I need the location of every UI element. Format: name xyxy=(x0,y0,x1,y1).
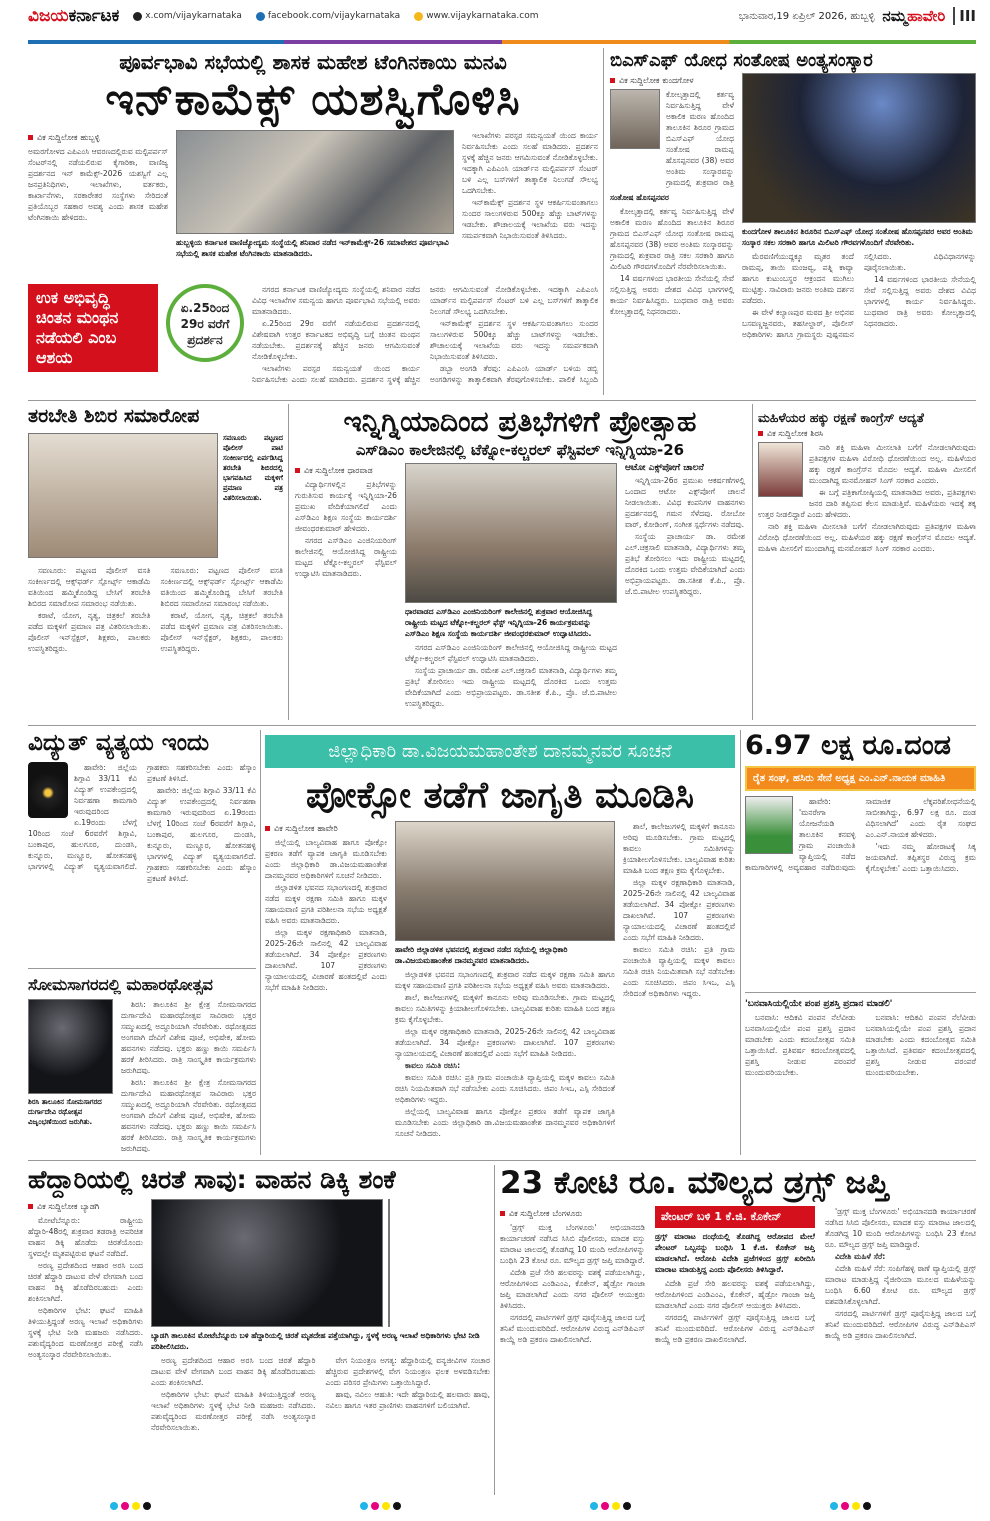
registration-marks xyxy=(110,1502,151,1510)
bsf-body: ಕೋಲ್ಕತ್ತಾದಲ್ಲಿ ಕರ್ತವ್ಯ ನಿರ್ವಹಿಸುತ್ತಿದ್ದ ವೇಳೆ ಅಕಾಲಿಕ ಮರಣ ಹೊಂದಿದ ತಾಲೂಕಿನ ಶಿರೂರ ಗ್ರಾಮದ ಬಿಎಸ್‌ಎಫ್ ಯೋಧ ಸಂತೋಷ ರಾಮಪ್ಪ ಹೊಸಪ್ಪನವರ (38) ಅವರ ಅಂತಿಮ ಸಂಸ್ಕಾರವನ್ನು ಗ್ರಾಮದಲ್ಲಿ ಶುಕ್ರವಾರ ರಾತ್ರಿ ಸಕಲ ಸರಕಾರಿ ಹಾಗೂ ಮಿಲಿಟರಿ ಗೌರವಗಳೊಂದಿಗೆ ನೆರವೇರಿಸಲಾಯಿತು. 14 ವರ್ಷಗಳಿಂದ ಭಾರತೀಯ ಸೇನೆಯಲ್ಲಿ ಸೇವೆ ಸಲ್ಲಿಸುತ್ತಿದ್ದ ಅವರು ದೇಶದ ವಿವಿಧ ಭಾಗಗಳಲ್ಲಿ ಕಾರ್ಯ ನಿರ್ವಹಿಸಿದ್ದರು. ಬುಧವಾರ ರಾತ್ರಿ ಅವರು ಕೋಲ್ಕತ್ತಾದಲ್ಲಿ ನಿಧನರಾದರು. xyxy=(610,206,734,316)
lead-kicker: ಪೂರ್ವಭಾವಿ ಸಭೆಯಲ್ಲಿ ಶಾಸಕ ಮಹೇಶ ಟೆಂಗಿನಕಾಯಿ ಮನವಿ xyxy=(119,50,507,74)
bsf-body-2: ಮೆರವಣಿಗೆಯುದ್ದಕ್ಕೂ ಮೃತರ ತಂದೆ ರಾಮಪ್ಪ, ತಾಯಿ ಮಂಜವ್ವ, ಪತ್ನಿ ಕಾವ್ಯಾ ಹಾಗೂ ಕುಟುಂಬಸ್ಥರ ಆಕ್ರಂದನ ಮುಗಿಲು ಮುಟ್ಟಿತ್ತು. ಸಾವಿರಾರು ಜನರು ಅಂತಿಮ ದರ್ಶನ ಪಡೆದರು. ಈ ವೇಳೆ ಕಲ್ಯಾಣಪುರ ಮಠದ ಶ್ರೀ ಅಭಿನವ ಬಸವಣ್ಣಜ್ಜನವರು, ತಹಸೀಲ್ದಾರ್, ಪೊಲೀಸ್ ಅಧಿಕಾರಿಗಳು ಹಾಗೂ ಗ್ರಾಮಸ್ಥರು ಪುಷ್ಪನಮನ ಸಲ್ಲಿಸಿದರು. ವಿಧಿವಿಧಾನಗಳನ್ನು ಪೂರೈಸಲಾಯಿತು. 14 ವರ್ಷಗಳಿಂದ ಭಾರತೀಯ ಸೇನೆಯಲ್ಲಿ ಸೇವೆ ಸಲ್ಲಿಸುತ್ತಿದ್ದ ಅವರು ದೇಶದ ವಿವಿಧ ಭಾಗಗಳಲ್ಲಿ ಕಾರ್ಯ ನಿರ್ವಹಿಸಿದ್ದರು. ಬುಧವಾರ ರಾತ್ರಿ ಅವರು ಕೋಲ್ಕತ್ತಾದಲ್ಲಿ ನಿಧನರಾದರು. xyxy=(742,251,976,339)
power-article xyxy=(28,730,256,1155)
fest-body-lead: ವಿದ್ಯಾರ್ಥಿಗಳಲ್ಲಿನ ಪ್ರತಿಭೆಗಳನ್ನು ಗುರುತಿಸುವ ಕಾರ್ಯಕ್ಕೆ ಇನ್ನಿಗ್ನಿಯಾ-26 ಪ್ರಮುಖ ವೇದಿಕೆಯಾಗಲಿದೆ ಎಂದು ಎಸ್‌ಡಿಎಂ ಶಿಕ್ಷಣ ಸಂಸ್ಥೆಯ ಕಾರ್ಯದರ್ಶಿ ಜೀವಂಧರಕುಮಾರ್ ಹೇಳಿದರು. ನಗರದ ಎಸ್‌ಡಿಎಂ ಎಂಜಿನಿಯರಿಂಗ್ ಕಾಲೇಜಿನಲ್ಲಿ ಆಯೋಜಿಸಿದ್ದ ರಾಷ್ಟ್ರೀಯ ಮಟ್ಟದ ಟೆಕ್ನೋ-ಕಲ್ಚರಲ್ ಫೆಸ್ಟಿವಲ್ ಉದ್ಘಾಟಿಸಿ ಮಾತನಾಡಿದರು. xyxy=(295,480,397,579)
power-headline: ವಿದ್ಯುತ್ ವ್ಯತ್ಯಯ ಇಂದು xyxy=(28,730,210,756)
politician-portrait xyxy=(758,442,803,497)
globe-icon xyxy=(414,12,423,21)
color-rule xyxy=(28,40,976,44)
drugs-body-mid: ವಿದೇಶಿ ಪ್ರಜೆ ಸೇರಿ ಹಲವರನ್ನು ವಶಕ್ಕೆ ಪಡೆಯಲಾಗಿದ್ದು, ಆರೋಪಿಗಳಿಂದ ಎಂಡಿಎಂಎ, ಕೊಕೇನ್, ಹೈಡ್ರೋ ಗಾಂಜಾ ಜಪ್ತಿ ಮಾಡಲಾಗಿದೆ ಎಂದು ನಗರ ಪೊಲೀಸ್ ಆಯುಕ್ತರು ತಿಳಿಸಿದರು. ನಗರದಲ್ಲಿ ಪಾರ್ಟಿಗಳಿಗೆ ಡ್ರಗ್ಸ್ ಪೂರೈಸುತ್ತಿದ್ದ ಜಾಲದ ಬಗ್ಗೆ ತನಿಖೆ ಮುಂದುವರಿದಿದೆ. ಆರೋಪಿಗಳ ವಿರುದ್ಧ ಎನ್‌ಡಿಪಿಎಸ್ ಕಾಯ್ದೆ ಅಡಿ ಪ್ರಕರಣ ದಾಖಲಿಸಲಾಗಿದೆ. xyxy=(655,1279,815,1345)
lead-article xyxy=(28,50,598,395)
byline: ವಿಕ ಸುದ್ದಿಲೋಕ ಬೆಂಗಳೂರು xyxy=(500,1209,645,1219)
newspaper-logo: ವಿಜಯಕರ್ನಾಟಕ xyxy=(28,6,120,26)
highlight-box: ಉಕ ಅಭಿವೃದ್ಧಿ ಚಿಂತನ ಮಂಥನ ನಡೆಯಲಿ ಎಂಬ ಆಶಯ xyxy=(28,284,158,372)
x-icon xyxy=(133,12,142,21)
edition-date: ಭಾನುವಾರ,19 ಏಪ್ರಿಲ್ 2026, ಹುಬ್ಬಳ್ಳಿ xyxy=(738,10,875,22)
fine-subhead: 'ಬನವಾಸಿಯಲ್ಲಿಯೇ ಪಂಪ ಪ್ರಶಸ್ತಿ ಪ್ರದಾನ ಮಾಡಲಿ' xyxy=(745,999,893,1010)
pampa-body: ಬನವಾಸಿ: ಆದಿಕವಿ ಪಂಪನ ನೆಲೆವೀಡು ಬನವಾಸಿಯಲ್ಲಿಯೇ ಪಂಪ ಪ್ರಶಸ್ತಿ ಪ್ರದಾನ ಮಾಡಬೇಕು ಎಂದು ಕದಂಬೋತ್ಸವ ಸಮಿತಿ ಒತ್ತಾಯಿಸಿದೆ. ಪ್ರತಿವರ್ಷ ಕದಂಬೋತ್ಸವದಲ್ಲಿ ಪ್ರಶಸ್ತಿ ನೀಡುವ ಪರಂಪರೆ ಮುಂದುವರಿಯಬೇಕು. ಬನವಾಸಿ: ಆದಿಕವಿ ಪಂಪನ ನೆಲೆವೀಡು ಬನವಾಸಿಯಲ್ಲಿಯೇ ಪಂಪ ಪ್ರಶಸ್ತಿ ಪ್ರದಾನ ಮಾಡಬೇಕು ಎಂದು ಕದಂಬೋತ್ಸವ ಸಮಿತಿ ಒತ್ತಾಯಿಸಿದೆ. ಪ್ರತಿವರ್ಷ ಕದಂಬೋತ್ಸವದಲ್ಲಿ ಪ್ರಶಸ್ತಿ ನೀಡುವ ಪರಂಪರೆ ಮುಂದುವರಿಯಬೇಕು. xyxy=(745,1013,976,1078)
byline: ವಿಕ ಸುದ್ದಿಲೋಕ ಹಾವೇರಿ xyxy=(265,824,387,834)
byline: ವಿಕ ಸುದ್ದಿಲೋಕ ಹುಬ್ಬಳ್ಳಿ xyxy=(28,133,168,143)
camp-side-caption: ಸವಣೂರು ಪಟ್ಟಣದ ಪೊಲೀಸ್ ಪಾಟಿ ಸಂಕೀರ್ಣದಲ್ಲಿ ಏರ್ಪಡಿಸಿದ್ದ ತರಬೇತಿ ಶಿಬಿರದಲ್ಲಿ ಭಾಗವಹಿಸಿದ ಮಕ್ಕಳಿಗೆ ಪ್ರಮಾಣ ಪತ್ರ ವಿತರಿಸಲಾಯಿತು. xyxy=(223,433,283,502)
women-body: ನಾರಿ ಶಕ್ತಿ ಮಹಿಳಾ ಮೀಸಲಾತಿ ಬಗೆಗೆ ನೋಡಲಾಗಿರುವುದು ಪ್ರತಿಪಕ್ಷಗಳ ಮಹಿಳಾ ವಿರೋಧಿ ಧೋರಣೆಯಿಂದ ಅಲ್ಲ. ಮಹಿಳೆಯರ ಹಕ್ಕು ರಕ್ಷಣೆ ಕಾಂಗ್ರೆಸ್‌ನ ಮೊದಲ ಆದ್ಯತೆ. ಮಹಿಳಾ ಮೀಸಲಿಗೆ ಮುಂದಾಗಿದ್ದ ಮನಮೋಹನ್ ಸಿಂಗ್ ಸರಕಾರ ಎಂದರು. ಈ ಬಗ್ಗೆ ಪತ್ರಿಕಾಗೋಷ್ಠಿಯಲ್ಲಿ ಮಾತನಾಡಿದ ಅವರು, ಪ್ರತಿಪಕ್ಷಗಳು ಜನರ ದಾರಿ ತಪ್ಪಿಸುವ ಕೆಲಸ ಮಾಡುತ್ತಿವೆ. ಮಹಿಳೆಯರು ಇದಕ್ಕೆ ತಕ್ಕ ಉತ್ತರ ನೀಡಲಿದ್ದಾರೆ ಎಂದು ಹೇಳಿದರು. ನಾರಿ ಶಕ್ತಿ ಮಹಿಳಾ ಮೀಸಲಾತಿ ಬಗೆಗೆ ನೋಡಲಾಗಿರುವುದು ಪ್ರತಿಪಕ್ಷಗಳ ಮಹಿಳಾ ವಿರೋಧಿ ಧೋರಣೆಯಿಂದ ಅಲ್ಲ. ಮಹಿಳೆಯರ ಹಕ್ಕು ರಕ್ಷಣೆ ಕಾಂಗ್ರೆಸ್‌ನ ಮೊದಲ ಆದ್ಯತೆ. ಮಹಿಳಾ ಮೀಸಲಿಗೆ ಮುಂದಾಗಿದ್ದ ಮನಮೋಹನ್ ಸಿಂಗ್ ಸರಕಾರ ಎಂದರು. xyxy=(758,442,976,553)
byline: ವಿಕ ಸುದ್ದಿಲೋಕ ಕುಂದಗೋಳ xyxy=(610,76,734,86)
fest-subhead: ಎಸ್‌ಡಿಎಂ ಕಾಲೇಜಿನಲ್ಲಿ ಟೆಕ್ನೋ-ಕಲ್ಚರಲ್ ಫೆಸ್ಟಿವಲ್ ಇನ್ನಿಗ್ನಿಯಾ-26 xyxy=(355,440,685,459)
byline: ವಿಕ ಸುದ್ದಿಲೋಕ ಶಿರಸಿ xyxy=(758,429,976,439)
leopard-body: ಅರಣ್ಯ ಪ್ರದೇಶದಿಂದ ಆಹಾರ ಅರಸಿ ಬಂದ ಚಿರತೆ ಹೆದ್ದಾರಿ ದಾಟುವ ವೇಳೆ ವೇಗವಾಗಿ ಬಂದ ವಾಹನ ಡಿಕ್ಕಿ ಹೊಡೆದಿರಬಹುದು ಎಂದು ಶಂಕಿಸಲಾಗಿದೆ. ಅಧಿಕಾರಿಗಳ ಭೇಟಿ: ಘಟನೆ ಮಾಹಿತಿ ತಿಳಿಯುತ್ತಿದ್ದಂತೆ ಅರಣ್ಯ ಇಲಾಖೆ ಅಧಿಕಾರಿಗಳು ಸ್ಥಳಕ್ಕೆ ಭೇಟಿ ನೀಡಿ ಮಹಜರು ನಡೆಸಿದರು. ಪಶುವೈದ್ಯರಿಂದ ಮರಣೋತ್ತರ ಪರೀಕ್ಷೆ ನಡೆಸಿ ಅಂತ್ಯಸಂಸ್ಕಾರ ನೆರವೇರಿಸಲಾಯಿತು. ವೇಗ ನಿಯಂತ್ರಣ ಅಗತ್ಯ: ಹೆದ್ದಾರಿಯಲ್ಲಿ ವನ್ಯಜೀವಿಗಳ ಸಂಚಾರ ಹೆಚ್ಚಿರುವ ಪ್ರದೇಶಗಳಲ್ಲಿ ವೇಗ ನಿಯಂತ್ರಣ ಫಲಕ ಅಳವಡಿಸಬೇಕು ಎಂದು ಪರಿಸರ ಪ್ರೇಮಿಗಳು ಒತ್ತಾಯಿಸಿದ್ದಾರೆ. ಹಾವು, ನವಿಲು ಆಹುತಿ: ಇದೇ ಹೆದ್ದಾರಿಯಲ್ಲಿ ಹಲವಾರು ಹಾವು, ನವಿಲು ಹಾಗೂ ಇತರ ಪ್ರಾಣಿಗಳು ವಾಹನಗಳಿಗೆ ಬಲಿಯಾಗಿವೆ. xyxy=(151,1356,490,1432)
lead-body: ನಗರದ ಕರ್ನಾಟಕ ವಾಣಿಜ್ಯೋದ್ಯಮ ಸಂಸ್ಥೆಯಲ್ಲಿ ಶನಿವಾರ ನಡೆದ ವಿವಿಧ ಇಲಾಖೆಗಳ ಸಮನ್ವಯ ಹಾಗೂ ಪೂರ್ವಭಾವಿ ಸಭೆಯಲ್ಲಿ ಅವರು ಮಾತನಾಡಿದರು. ಏ.25ರಿಂದ 29ರ ವರೆಗೆ ನಡೆಯಲಿರುವ ಪ್ರದರ್ಶನದಲ್ಲಿ ವಿಶೇಷವಾಗಿ ಉತ್ತರ ಕರ್ನಾಟಕದ ಅಭಿವೃದ್ಧಿ ಬಗ್ಗೆ ಚಿಂತನ ಮಂಥನ ನಡೆಯಬೇಕು. ಪ್ರದರ್ಶನಕ್ಕೆ ಹೆಚ್ಚಿನ ಜನರು ಆಗಮಿಸುವಂತೆ ನೋಡಿಕೊಳ್ಳಬೇಕು. ಇಲಾಖೆಗಳು ಪರಸ್ಪರ ಸಮನ್ವಯತೆ ಯಿಂದ ಕಾರ್ಯ ನಿರ್ವಹಿಸಬೇಕು ಎಂದು ಸಲಹೆ ಮಾಡಿದರು. ಪ್ರದರ್ಶನ ಸ್ಥಳಕ್ಕೆ ಹೆಚ್ಚಿನ ಜನರು ಆಗಮಿಸುವಂತೆ ನೋಡಿಕೊಳ್ಳಬೇಕು. ಇದಕ್ಕಾಗಿ ಎಪಿಎಂಸಿ ಯಾರ್ಡ್‌ನ ಮಲ್ಟಿಪರ್ಪಸ್ ಸೆಂಟರ್ ಬಳಿ ಎಲ್ಲ ಬಸ್‌ಗಳಿಗೆ ತಾತ್ಕಾಲಿಕ ನಿಲುಗಡೆ ಸೌಲಭ್ಯ ಒದಗಿಸಬೇಕು. ಇನ್‌ಕಾಮೆಕ್ಸ್ ಪ್ರದರ್ಶನ ಸ್ಥಳ ಆಕರ್ಷಿಸುವಂತಾಗಲು ಸುಂದರ ಸಾಲುಗಳಿರುವ 500ಕ್ಕೂ ಹೆಚ್ಚು ಬಾಟ್‌ಗಳನ್ನು ಇಡಬೇಕು. ಶೌಚಾಲಯಕ್ಕೆ ಇಲಾಖೆಯ ವರು ಇದನ್ನು ಸಮರ್ಪಕವಾಗಿ ನಿಭಾಯಿಸುವಂತೆ ತಿಳಿಸಿದರು. ಡಬ್ಬಾ ಅಂಗಡಿ ತೆರವು: ಎಪಿಎಂಸಿ ಯಾರ್ಡ್ ಬಳಿಯ ಡಬ್ಬಿ ಅಂಗಡಿಗಳನ್ನು ತಾತ್ಕಾಲಿಕವಾಗಿ ತೆರವುಗೊಳಿಸಬೇಕು. ಪಾಲಿಕೆ ಸಿಬ್ಬಂದಿ xyxy=(252,285,598,384)
x-link[interactable]: x.com/vijaykarnataka xyxy=(133,11,242,21)
leader-portrait xyxy=(745,796,793,854)
chariot-body: ಶಿರಸಿ: ತಾಲೂಕಿನ ಶ್ರೀ ಕ್ಷೇತ್ರ ಸೋಮಸಾಗರದ ದುರ್ಗಾದೇವಿ ಮಹಾರಥೋತ್ಸವ ಸಾವಿರಾರು ಭಕ್ತರ ಸಮ್ಮುಖದಲ್ಲಿ ಅದ್ಧೂರಿಯಾಗಿ ನೆರವೇರಿತು. ರಥೋತ್ಸವದ ಅಂಗವಾಗಿ ದೇವಿಗೆ ವಿಶೇಷ ಪೂಜೆ, ಅಭಿಷೇಕ, ಹೋಮ ಹವನಗಳು ನಡೆದವು. ಭಕ್ತರು ಹಣ್ಣು ಕಾಯಿ ಸಮರ್ಪಿಸಿ ಹರಕೆ ತೀರಿಸಿದರು. ರಾತ್ರಿ ಸಾಂಸ್ಕೃತಿಕ ಕಾರ್ಯಕ್ರಮಗಳು ಜರುಗಿದವು. ಶಿರಸಿ: ತಾಲೂಕಿನ ಶ್ರೀ ಕ್ಷೇತ್ರ ಸೋಮಸಾಗರದ ದುರ್ಗಾದೇವಿ ಮಹಾರಥೋತ್ಸವ ಸಾವಿರಾರು ಭಕ್ತರ ಸಮ್ಮುಖದಲ್ಲಿ ಅದ್ಧೂರಿಯಾಗಿ ನೆರವೇರಿತು. ರಥೋತ್ಸವದ ಅಂಗವಾಗಿ ದೇವಿಗೆ ವಿಶೇಷ ಪೂಜೆ, ಅಭಿಷೇಕ, ಹೋಮ ಹವನಗಳು ನಡೆದವು. ಭಕ್ತರು ಹಣ್ಣು ಕಾಯಿ ಸಮರ್ಪಿಸಿ ಹರಕೆ ತೀರಿಸಿದರು. ರಾತ್ರಿ ಸಾಂಸ್ಕೃತಿಕ ಕಾರ್ಯಕ್ರಮಗಳು ಜರುಗಿದವು. xyxy=(121,999,256,1153)
leopard-photo xyxy=(388,1199,390,1327)
pocso-body-side: ಶಾಲೆ, ಕಾಲೇಜುಗಳಲ್ಲಿ ಮಕ್ಕಳಿಗೆ ಕಾನೂನು ಅರಿವು ಮೂಡಿಸಬೇಕು. ಗ್ರಾಮ ಮಟ್ಟದಲ್ಲಿ ಕಾವಲು ಸಮಿತಿಗಳನ್ನು ಕ್ರಿಯಾಶೀಲಗೊಳಿಸಬೇಕು. ಬಾಲ್ಯವಿವಾಹ ಕುರಿತು ಮಾಹಿತಿ ಬಂದ ತಕ್ಷಣ ಕ್ರಮ ಕೈಗೊಳ್ಳಬೇಕು. ಜಿಲ್ಲಾ ಮಕ್ಕಳ ರಕ್ಷಣಾಧಿಕಾರಿ ಮಾತನಾಡಿ, 2025-26ನೇ ಸಾಲಿನಲ್ಲಿ 42 ಬಾಲ್ಯವಿವಾಹ ತಡೆಯಲಾಗಿದೆ. 34 ಪೋಕ್ಸೋ ಪ್ರಕರಣಗಳು ದಾಖಲಾಗಿವೆ. 107 ಪ್ರಕರಣಗಳು ನ್ಯಾಯಾಲಯದಲ್ಲಿ ವಿಚಾರಣೆ ಹಂತದಲ್ಲಿವೆ ಎಂದು ಸಭೆಗೆ ಮಾಹಿತಿ ನೀಡಿದರು. ಕಾವಲು ಸಮಿತಿ ರಚಿಸಿ: ಪ್ರತಿ ಗ್ರಾಮ ಪಂಚಾಯಿತಿ ವ್ಯಾಪ್ತಿಯಲ್ಲಿ ಮಕ್ಕಳ ಕಾವಲು ಸಮಿತಿ ರಚಿಸಿ ನಿಯಮಿತವಾಗಿ ಸಭೆ ನಡೆಸಬೇಕು ಎಂದು ಸೂಚಿಸಿದರು. ಜಿಪಂ ಸಿಇಒ, ಎಸ್ಪಿ ಸೇರಿದಂತೆ ಅಧಿಕಾರಿಗಳು ಇದ್ದರು. xyxy=(623,822,735,999)
drugs-article xyxy=(500,1165,976,1495)
pocso-body: ಜಿಲ್ಲಾಡಳಿತ ಭವನದ ಸಭಾಂಗಣದಲ್ಲಿ ಶುಕ್ರವಾರ ನಡೆದ ಮಕ್ಕಳ ರಕ್ಷಣಾ ಸಮಿತಿ ಹಾಗೂ ಮಕ್ಕಳ ಸಹಾಯವಾಣಿ ಪ್ರಗತಿ ಪರಿಶೀಲನಾ ಸಭೆಯ ಅಧ್ಯಕ್ಷತೆ ವಹಿಸಿ ಅವರು ಮಾತನಾಡಿದರು. ಶಾಲೆ, ಕಾಲೇಜುಗಳಲ್ಲಿ ಮಕ್ಕಳಿಗೆ ಕಾನೂನು ಅರಿವು ಮೂಡಿಸಬೇಕು. ಗ್ರಾಮ ಮಟ್ಟದಲ್ಲಿ ಕಾವಲು ಸಮಿತಿಗಳನ್ನು ಕ್ರಿಯಾಶೀಲಗೊಳಿಸಬೇಕು. ಬಾಲ್ಯವಿವಾಹ ಕುರಿತು ಮಾಹಿತಿ ಬಂದ ತಕ್ಷಣ ಕ್ರಮ ಕೈಗೊಳ್ಳಬೇಕು. ಜಿಲ್ಲಾ ಮಕ್ಕಳ ರಕ್ಷಣಾಧಿಕಾರಿ ಮಾತನಾಡಿ, 2025-26ನೇ ಸಾಲಿನಲ್ಲಿ 42 ಬಾಲ್ಯವಿವಾಹ ತಡೆಯಲಾಗಿದೆ. 34 ಪೋಕ್ಸೋ ಪ್ರಕರಣಗಳು ದಾಖಲಾಗಿವೆ. 107 ಪ್ರಕರಣಗಳು ನ್ಯಾಯಾಲಯದಲ್ಲಿ ವಿಚಾರಣೆ ಹಂತದಲ್ಲಿವೆ ಎಂದು ಸಭೆಗೆ ಮಾಹಿತಿ ನೀಡಿದರು. ಕಾವಲು ಸಮಿತಿ ರಚಿಸಿ: ಕಾವಲು ಸಮಿತಿ ರಚಿಸಿ: ಪ್ರತಿ ಗ್ರಾಮ ಪಂಚಾಯಿತಿ ವ್ಯಾಪ್ತಿಯಲ್ಲಿ ಮಕ್ಕಳ ಕಾವಲು ಸಮಿತಿ ರಚಿಸಿ ನಿಯಮಿತವಾಗಿ ಸಭೆ ನಡೆಸಬೇಕು ಎಂದು ಸೂಚಿಸಿದರು. ಜಿಪಂ ಸಿಇಒ, ಎಸ್ಪಿ ಸೇರಿದಂತೆ ಅಧಿಕಾರಿಗಳು ಇದ್ದರು. ಜಿಲ್ಲೆಯಲ್ಲಿ ಬಾಲ್ಯವಿವಾಹ ಹಾಗೂ ಪೋಕ್ಸೋ ಪ್ರಕರಣ ತಡೆಗೆ ವ್ಯಾಪಕ ಜಾಗೃತಿ ಮೂಡಿಸಬೇಕು ಎಂದು ಜಿಲ್ಲಾಧಿಕಾರಿ ಡಾ.ವಿಜಯಮಹಾಂತೇಶ ದಾನಮ್ಮನವರ ಅಧಿಕಾರಿಗಳಿಗೆ ಸೂಚನೆ ನೀಡಿದರು. xyxy=(395,970,615,1139)
byline: ವಿಕ ಸುದ್ದಿಲೋಕ ಬ್ಯಾಡಗಿ xyxy=(28,1202,143,1212)
camp-body: ಸವಣೂರು: ಪಟ್ಟಣದ ಪೊಲೀಸ್ ವಸತಿ ಸಂಕೀರ್ಣದಲ್ಲಿ ಆಕ್ಸ್‌ಫರ್ಡ್ ಸ್ಪೋರ್ಟ್ಸ್ ಆಕಾಡೆಮಿ ವತಿಯಿಂದ ಹಮ್ಮಿಕೊಂಡಿದ್ದ ಬೇಸಿಗೆ ತರಬೇತಿ ಶಿಬಿರದ ಸಮಾರೋಪ ಸಮಾರಂಭ ನಡೆಯಿತು. ಕರಾಟೆ, ಯೋಗ, ನೃತ್ಯ, ಚಿತ್ರಕಲೆ ತರಬೇತಿ ಪಡೆದ ಮಕ್ಕಳಿಗೆ ಪ್ರಮಾಣ ಪತ್ರ ವಿತರಿಸಲಾಯಿತು. ಪೊಲೀಸ್ ಇನ್‌ಸ್ಪೆಕ್ಟರ್, ಶಿಕ್ಷಕರು, ಪಾಲಕರು ಉಪಸ್ಥಿತರಿದ್ದರು. ಸವಣೂರು: ಪಟ್ಟಣದ ಪೊಲೀಸ್ ವಸತಿ ಸಂಕೀರ್ಣದಲ್ಲಿ ಆಕ್ಸ್‌ಫರ್ಡ್ ಸ್ಪೋರ್ಟ್ಸ್ ಆಕಾಡೆಮಿ ವತಿಯಿಂದ ಹಮ್ಮಿಕೊಂಡಿದ್ದ ಬೇಸಿಗೆ ತರಬೇತಿ ಶಿಬಿರದ ಸಮಾರೋಪ ಸಮಾರಂಭ ನಡೆಯಿತು. ಕರಾಟೆ, ಯೋಗ, ನೃತ್ಯ, ಚಿತ್ರಕಲೆ ತರಬೇತಿ ಪಡೆದ ಮಕ್ಕಳಿಗೆ ಪ್ರಮಾಣ ಪತ್ರ ವಿತರಿಸಲಾಯಿತು. ಪೊಲೀಸ್ ಇನ್‌ಸ್ಪೆಕ್ಟರ್, ಶಿಕ್ಷಕರು, ಪಾಲಕರು ಉಪಸ್ಥಿತರಿದ್ದರು. xyxy=(28,565,283,653)
lead-intro: ಅಮರಗೋಳದ ಎಪಿಎಂಸಿ ಆವರಣದಲ್ಲಿರುವ ಮಲ್ಟಿಪರ್ಪಸ್ ಸೆಂಟರ್‌ನಲ್ಲಿ ನಡೆಯಲಿರುವ ಕೈಗಾರಿಕಾ, ವಾಣಿಜ್ಯ ಪ್ರದರ್ಶನದ ಇನ್ ಕಾಮೆಕ್ಸ್-2026 ಯಶಸ್ವಿಗೆ ಎಲ್ಲ ಜನಪ್ರತಿನಿಧಿಗಳು, ಇಲಾಖೆಗಳು, ವರ್ತಕರು, ಕಾರ್ಖಾನೆಗಳು, ಸರಕಾರೇತರ ಸಂಸ್ಥೆಗಳು ಸೇರಿದಂತೆ ಪ್ರತಿಯೊಬ್ಬರ ಸಹಕಾರ ಅವಶ್ಯ ಎಂದು ಶಾಸಕ ಮಹೇಶ ಟೆಂಗಿನಕಾಯಿ ಹೇಳಿದರು. xyxy=(28,147,168,222)
fine-tag: ರೈತ ಸಂಘ, ಹಸಿರು ಸೇನೆ ಅಧ್ಯಕ್ಷ ಎಂ.ಎನ್.ನಾಯಕ ಮಾಹಿತಿ xyxy=(745,766,976,791)
date-circle-badge: ಏ.25ರಿಂದ 29ರ ವರೆಗೆ ಪ್ರದರ್ಶನ xyxy=(166,284,244,362)
registration-marks xyxy=(360,1502,401,1510)
leopard-article xyxy=(28,1165,490,1495)
fest-caption: ಧಾರವಾಡದ ಎಸ್‌ಡಿಎಂ ಎಂಜಿನಿಯರಿಂಗ್ ಕಾಲೇಜಿನಲ್ಲಿ ಶುಕ್ರವಾರ ಆಯೋಜಿಸಿದ್ದ ರಾಷ್ಟ್ರೀಯ ಮಟ್ಟದ ಟೆಕ್ನೋ-ಕಲ್ಚರಲ್ ಫೆಸ್ಟ್ ಇನ್ನಿಗ್ನಿಯಾ-26 ಕಾರ್ಯಕ್ರಮವನ್ನು ಎಸ್‌ಡಿಎಂ ಶಿಕ್ಷಣ ಸಂಸ್ಥೆಯ ಕಾರ್ಯದರ್ಶಿ ಜೀವಂಧರಕುಮಾರ್ ಉದ್ಘಾಟಿಸಿದರು. xyxy=(405,607,593,639)
drugs-body-lead: 'ಡ್ರಗ್ಸ್ ಮುಕ್ತ ಬೆಂಗಳೂರು' ಅಭಿಯಾನದಡಿ ಕಾರ್ಯಾಚರಣೆ ನಡೆಸಿದ ಸಿಸಿಬಿ ಪೊಲೀಸರು, ಮಾದಕ ವಸ್ತು ಮಾರಾಟ ಜಾಲದಲ್ಲಿ ತೊಡಗಿದ್ದ 10 ಮಂದಿ ಆರೋಪಿಗಳನ್ನು ಬಂಧಿಸಿ 23 ಕೋಟಿ ರೂ. ಮೌಲ್ಯದ ಡ್ರಗ್ಸ್ ಜಪ್ತಿ ಮಾಡಿದ್ದಾರೆ. ವಿದೇಶಿ ಪ್ರಜೆ ಸೇರಿ ಹಲವರನ್ನು ವಶಕ್ಕೆ ಪಡೆಯಲಾಗಿದ್ದು, ಆರೋಪಿಗಳಿಂದ ಎಂಡಿಎಂಎ, ಕೊಕೇನ್, ಹೈಡ್ರೋ ಗಾಂಜಾ ಜಪ್ತಿ ಮಾಡಲಾಗಿದೆ ಎಂದು ನಗರ ಪೊಲೀಸ್ ಆಯುಕ್ತರು ತಿಳಿಸಿದರು. ನಗರದಲ್ಲಿ ಪಾರ್ಟಿಗಳಿಗೆ ಡ್ರಗ್ಸ್ ಪೂರೈಸುತ್ತಿದ್ದ ಜಾಲದ ಬಗ್ಗೆ ತನಿಖೆ ಮುಂದುವರಿದಿದೆ. ಆರೋಪಿಗಳ ವಿರುದ್ಧ ಎನ್‌ಡಿಪಿಎಸ್ ಕಾಯ್ದೆ ಅಡಿ ಪ್ರಕರಣ ದಾಖಲಿಸಲಾಗಿದೆ. xyxy=(500,1223,645,1345)
fest-side-body: ಇನ್ನಿಗ್ನಿಯಾ-26ರ ಪ್ರಮುಖ ಆಕರ್ಷಣೆಗಳಲ್ಲಿ ಒಂದಾದ ಆಟೋ ಎಕ್ಸ್‌ಪೋಗೆ ಚಾಲನೆ ನೀಡಲಾಯಿತು. ವಿವಿಧ ಕಂಪನಿಗಳ ವಾಹನಗಳು ಪ್ರದರ್ಶನದಲ್ಲಿ ಗಮನ ಸೆಳೆದವು. ರೋಬೋ ವಾರ್, ಕೋಡಿಂಗ್, ಸಂಗೀತ ಸ್ಪರ್ಧೆಗಳು ನಡೆದವು. ಸಂಸ್ಥೆಯ ಪ್ರಾಚಾರ್ಯ ಡಾ. ರಮೇಶ ಎಲ್.ಚಕ್ರಸಾಲಿ ಮಾತನಾಡಿ, ವಿದ್ಯಾರ್ಥಿಗಳು ತಮ್ಮ ಪ್ರತಿಭೆ ತೋರಿಸಲು ಇದು ರಾಷ್ಟ್ರೀಯ ಮಟ್ಟದಲ್ಲಿ ದೊರಕಿದ ಒಂದು ಉತ್ತಮ ವೇದಿಕೆಯಾಗಿದೆ ಎಂದು ಅಭಿಪ್ರಾಯಪಟ್ಟರು. ಡಾ.ಸತೀಶ ಕೆ.ಪಿ., ಪ್ರೊ. ಜೆ.ಬಿ.ಪಾಟೀಲ ಉಪಸ್ಥಿತರಿದ್ದರು. xyxy=(625,476,745,597)
women-headline: ಮಹಿಳೆಯರ ಹಕ್ಕು ರಕ್ಷಣೆ ಕಾಂಗ್ರೆಸ್ ಆದ್ಯತೆ xyxy=(758,410,924,425)
inauguration-photo xyxy=(405,463,617,603)
pocso-body-lead: ಜಿಲ್ಲೆಯಲ್ಲಿ ಬಾಲ್ಯವಿವಾಹ ಹಾಗೂ ಪೋಕ್ಸೋ ಪ್ರಕರಣ ತಡೆಗೆ ವ್ಯಾಪಕ ಜಾಗೃತಿ ಮೂಡಿಸಬೇಕು ಎಂದು ಜಿಲ್ಲಾಧಿಕಾರಿ ಡಾ.ವಿಜಯಮಹಾಂತೇಶ ದಾನಮ್ಮನವರ ಅಧಿಕಾರಿಗಳಿಗೆ ಸೂಚನೆ ನೀಡಿದರು. ಜಿಲ್ಲಾಡಳಿತ ಭವನದ ಸಭಾಂಗಣದಲ್ಲಿ ಶುಕ್ರವಾರ ನಡೆದ ಮಕ್ಕಳ ರಕ್ಷಣಾ ಸಮಿತಿ ಹಾಗೂ ಮಕ್ಕಳ ಸಹಾಯವಾಣಿ ಪ್ರಗತಿ ಪರಿಶೀಲನಾ ಸಭೆಯ ಅಧ್ಯಕ್ಷತೆ ವಹಿಸಿ ಅವರು ಮಾತನಾಡಿದರು. ಜಿಲ್ಲಾ ಮಕ್ಕಳ ರಕ್ಷಣಾಧಿಕಾರಿ ಮಾತನಾಡಿ, 2025-26ನೇ ಸಾಲಿನಲ್ಲಿ 42 ಬಾಲ್ಯವಿವಾಹ ತಡೆಯಲಾಗಿದೆ. 34 ಪೋಕ್ಸೋ ಪ್ರಕರಣಗಳು ದಾಖಲಾಗಿವೆ. 107 ಪ್ರಕರಣಗಳು ನ್ಯಾಯಾಲಯದಲ್ಲಿ ವಿಚಾರಣೆ ಹಂತದಲ್ಲಿವೆ ಎಂದು ಸಭೆಗೆ ಮಾಹಿತಿ ನೀಡಿದರು. xyxy=(265,838,387,993)
camp-article xyxy=(28,405,283,720)
power-body: ಹಾವೇರಿ: ಜಿಲ್ಲೆಯ ಶಿಗ್ಗಾವಿ 33/11 ಕೆವಿ ವಿದ್ಯುತ್ ಉಪಕೇಂದ್ರದಲ್ಲಿ ನಿರ್ವಹಣಾ ಕಾಮಗಾರಿ ಇರುವುದರಿಂದ ಏ.19ರಂದು ಬೆಳಗ್ಗೆ 10ರಿಂದ ಸಂಜೆ 6ರವರೆಗೆ ಶಿಗ್ಗಾವಿ, ಬಂಕಾಪುರ, ಹುಲಗೂರ, ದುಂಡಸಿ, ಕುನ್ನೂರು, ಮಣ್ಣೂರ, ಹೋತನಹಳ್ಳಿ ಭಾಗಗಳಲ್ಲಿ ವಿದ್ಯುತ್ ವ್ಯತ್ಯಯವಾಗಲಿದೆ. ಗ್ರಾಹಕರು ಸಹಕರಿಸಬೇಕು ಎಂದು ಹೆಸ್ಕಾಂ ಪ್ರಕಟಣೆ ತಿಳಿಸಿದೆ. ಹಾವೇರಿ: ಜಿಲ್ಲೆಯ ಶಿಗ್ಗಾವಿ 33/11 ಕೆವಿ ವಿದ್ಯುತ್ ಉಪಕೇಂದ್ರದಲ್ಲಿ ನಿರ್ವಹಣಾ ಕಾಮಗಾರಿ ಇರುವುದರಿಂದ ಏ.19ರಂದು ಬೆಳಗ್ಗೆ 10ರಿಂದ ಸಂಜೆ 6ರವರೆಗೆ ಶಿಗ್ಗಾವಿ, ಬಂಕಾಪುರ, ಹುಲಗೂರ, ದುಂಡಸಿ, ಕುನ್ನೂರು, ಮಣ್ಣೂರ, ಹೋತನಹಳ್ಳಿ ಭಾಗಗಳಲ್ಲಿ ವಿದ್ಯುತ್ ವ್ಯತ್ಯಯವಾಗಲಿದೆ. ಗ್ರಾಹಕರು ಸಹಕರಿಸಬೇಕು ಎಂದು ಹೆಸ್ಕಾಂ ಪ್ರಕಟಣೆ ತಿಳಿಸಿದೆ. xyxy=(28,762,256,883)
fest-headline: ಇನ್ನಿಗ್ನಿಯಾದಿಂದ ಪ್ರತಿಭೆಗಳಿಗೆ ಪ್ರೋತ್ಸಾಹ xyxy=(343,405,697,438)
leopard-caption: ಬ್ಯಾಡಗಿ ತಾಲೂಕಿನ ಮೋಟೆಬೆನ್ನೂರು ಬಳಿ ಹೆದ್ದಾರಿಯಲ್ಲಿ ಚಿರತೆ ಮೃತದೇಹ ಪತ್ತೆಯಾಗಿದ್ದು, ಸ್ಥಳಕ್ಕೆ ಅರಣ್ಯ ಇಲಾಖೆ ಅಧಿಕಾರಿಗಳು ಭೇಟಿ ನೀಡಿ ಪರಿಶೀಲಿಸಿದರು. xyxy=(151,1331,480,1351)
registration-marks xyxy=(830,1502,871,1510)
candle-icon xyxy=(28,762,68,818)
drugs-body-right: 'ಡ್ರಗ್ಸ್ ಮುಕ್ತ ಬೆಂಗಳೂರು' ಅಭಿಯಾನದಡಿ ಕಾರ್ಯಾಚರಣೆ ನಡೆಸಿದ ಸಿಸಿಬಿ ಪೊಲೀಸರು, ಮಾದಕ ವಸ್ತು ಮಾರಾಟ ಜಾಲದಲ್ಲಿ ತೊಡಗಿದ್ದ 10 ಮಂದಿ ಆರೋಪಿಗಳನ್ನು ಬಂಧಿಸಿ 23 ಕೋಟಿ ರೂ. ಮೌಲ್ಯದ ಡ್ರಗ್ಸ್ ಜಪ್ತಿ ಮಾಡಿದ್ದಾರೆ. ವಿದೇಶಿ ಮಹಿಳೆ ಸೆರೆ: ವಿದೇಶಿ ಮಹಿಳೆ ಸೆರೆ: ಸಂಪಿಗೆಹಳ್ಳಿ ಠಾಣೆ ವ್ಯಾಪ್ತಿಯಲ್ಲಿ ಡ್ರಗ್ಸ್ ಮಾರಾಟ ಮಾಡುತ್ತಿದ್ದ ನೈಜೀರಿಯಾ ಮೂಲದ ಮಹಿಳೆಯನ್ನು ಬಂಧಿಸಿ 6.60 ಕೋಟಿ ರೂ. ಮೌಲ್ಯದ ಡ್ರಗ್ಸ್ ವಶಪಡಿಸಿಕೊಳ್ಳಲಾಗಿದೆ. ನಗರದಲ್ಲಿ ಪಾರ್ಟಿಗಳಿಗೆ ಡ್ರಗ್ಸ್ ಪೂರೈಸುತ್ತಿದ್ದ ಜಾಲದ ಬಗ್ಗೆ ತನಿಖೆ ಮುಂದುವರಿದಿದೆ. ಆರೋಪಿಗಳ ವಿರುದ್ಧ ಎನ್‌ಡಿಪಿಎಸ್ ಕಾಯ್ದೆ ಅಡಿ ಪ್ರಕರಣ ದಾಖಲಿಸಲಾಗಿದೆ. xyxy=(825,1207,976,1341)
fest-body: ನಗರದ ಎಸ್‌ಡಿಎಂ ಎಂಜಿನಿಯರಿಂಗ್ ಕಾಲೇಜಿನಲ್ಲಿ ಆಯೋಜಿಸಿದ್ದ ರಾಷ್ಟ್ರೀಯ ಮಟ್ಟದ ಟೆಕ್ನೋ-ಕಲ್ಚರಲ್ ಫೆಸ್ಟಿವಲ್ ಉದ್ಘಾಟಿಸಿ ಮಾತನಾಡಿದರು. ಸಂಸ್ಥೆಯ ಪ್ರಾಚಾರ್ಯ ಡಾ. ರಮೇಶ ಎಲ್.ಚಕ್ರಸಾಲಿ ಮಾತನಾಡಿ, ವಿದ್ಯಾರ್ಥಿಗಳು ತಮ್ಮ ಪ್ರತಿಭೆ ತೋರಿಸಲು ಇದು ರಾಷ್ಟ್ರೀಯ ಮಟ್ಟದಲ್ಲಿ ದೊರಕಿದ ಒಂದು ಉತ್ತಮ ವೇದಿಕೆಯಾಗಿದೆ ಎಂದು ಅಭಿಪ್ರಾಯಪಟ್ಟರು. ಡಾ.ಸತೀಶ ಕೆ.ಪಿ., ಪ್ರೊ. ಜೆ.ಬಿ.ಪಾಟೀಲ ಉಪಸ್ಥಿತರಿದ್ದರು. xyxy=(405,643,617,709)
lead-headline: ಇನ್‌ಕಾಮೆಕ್ಸ್ ಯಶಸ್ವಿಗೊಳಿಸಿ xyxy=(105,74,521,125)
meeting-photo xyxy=(176,130,454,234)
leopard-headline: ಹೆದ್ದಾರಿಯಲ್ಲಿ ಚಿರತೆ ಸಾವು: ವಾಹನ ಡಿಕ್ಕಿ ಶಂಕೆ xyxy=(28,1165,396,1194)
facebook-link[interactable]: facebook.com/vijaykarnataka xyxy=(256,11,400,21)
masthead xyxy=(28,0,976,44)
pocso-article xyxy=(265,735,735,1155)
women-article xyxy=(758,410,976,720)
lead-body-side: ಇಲಾಖೆಗಳು ಪರಸ್ಪರ ಸಮನ್ವಯತೆ ಯಿಂದ ಕಾರ್ಯ ನಿರ್ವಹಿಸಬೇಕು ಎಂದು ಸಲಹೆ ಮಾಡಿದರು. ಪ್ರದರ್ಶನ ಸ್ಥಳಕ್ಕೆ ಹೆಚ್ಚಿನ ಜನರು ಆಗಮಿಸುವಂತೆ ನೋಡಿಕೊಳ್ಳಬೇಕು. ಇದಕ್ಕಾಗಿ ಎಪಿಎಂಸಿ ಯಾರ್ಡ್‌ನ ಮಲ್ಟಿಪರ್ಪಸ್ ಸೆಂಟರ್ ಬಳಿ ಎಲ್ಲ ಬಸ್‌ಗಳಿಗೆ ತಾತ್ಕಾಲಿಕ ನಿಲುಗಡೆ ಸೌಲಭ್ಯ ಒದಗಿಸಬೇಕು. ಇನ್‌ಕಾಮೆಕ್ಸ್ ಪ್ರದರ್ಶನ ಸ್ಥಳ ಆಕರ್ಷಿಸುವಂತಾಗಲು ಸುಂದರ ಸಾಲುಗಳಿರುವ 500ಕ್ಕೂ ಹೆಚ್ಚು ಬಾಟ್‌ಗಳನ್ನು ಇಡಬೇಕು. ಶೌಚಾಲಯಕ್ಕೆ ಇಲಾಖೆಯ ವರು ಇದನ್ನು ಸಮರ್ಪಕವಾಗಿ ನಿಭಾಯಿಸುವಂತೆ ತಿಳಿಸಿದರು. xyxy=(462,131,598,240)
bsf-headline: ಬಿಎಸ್‌ಎಫ್ ಯೋಧ ಸಂತೋಷ ಅಂತ್ಯಸಂಸ್ಕಾರ xyxy=(610,50,873,71)
chariot-photo xyxy=(28,999,113,1094)
fine-headline: 6.97 ಲಕ್ಷ ರೂ.ದಂಡ xyxy=(745,730,951,761)
drugs-tag-text: ಡ್ರಗ್ಸ್ ಮಾರಾಟ ದಂಧೆಯಲ್ಲಿ ತೊಡಗಿದ್ದ ಆರೋಪದ ಮೇಲೆ ಪೇಂಟರ್ ಒಬ್ಬನನ್ನು ಬಂಧಿಸಿ 1 ಕೆ.ಜಿ. ಕೊಕೇನ್ ಜಪ್ತಿ ಮಾಡಲಾಗಿದೆ. ಆರೋಪಿ ವಿದೇಶಿ ಪ್ರಜೆಗಳಿಂದ ಡ್ರಗ್ಸ್ ಖರೀದಿಸಿ ಮಾರಾಟ ಮಾಡುತ್ತಿದ್ದ ಎಂದು ಪೊಲೀಸರು ತಿಳಿಸಿದ್ದಾರೆ. xyxy=(655,1232,815,1275)
drugs-headline: 23 ಕೋಟಿ ರೂ. ಮೌಲ್ಯದ ಡ್ರಗ್ಸ್ ಜಪ್ತಿ xyxy=(500,1165,889,1201)
drugs-tag: ಪೇಂಟರ್ ಬಳಿ 1 ಕೆ.ಜಿ. ಕೊಕೇನ್ xyxy=(655,1206,815,1228)
soldier-portrait xyxy=(610,89,660,149)
pocso-banner: ಜಿಲ್ಲಾಧಿಕಾರಿ ಡಾ.ವಿಜಯಮಹಾಂತೇಶ ದಾನಮ್ಮನವರ ಸೂಚನೆ xyxy=(265,735,735,768)
bsf-caption: ಕುಂದಗೋಳ ತಾಲೂಕಿನ ಶಿರೂರಿನ ಬಿಎಸ್‌ಎಫ್ ಯೋಧ ಸಂತೋಷ ಹೊಸಪ್ಪನವರ ಅವರ ಅಂತಿಮ ಸಂಸ್ಕಾರ ಸಕಲ ಸರಕಾರಿ ಹಾಗೂ ಮಿಲಿಟರಿ ಗೌರವಗಳೊಂದಿಗೆ ನೆರವೇರಿತು. xyxy=(742,226,973,247)
camp-headline: ತರಬೇತಿ ಶಿಬಿರ ಸಮಾರೋಪ xyxy=(28,405,200,427)
portrait-name: ಸಂತೋಷ ಹೊಸಪ್ಪನವರ xyxy=(610,192,669,202)
byline: ವಿಕ ಸುದ್ದಿಲೋಕ ಧಾರವಾಡ xyxy=(295,466,397,476)
website-link[interactable]: www.vijaykarnataka.com xyxy=(414,11,538,21)
page-number: III xyxy=(953,7,976,25)
chariot-headline: ಸೋಮಸಾಗರದಲ್ಲಿ ಮಹಾರಥೋತ್ಸವ xyxy=(28,974,213,994)
pocso-caption: ಹಾವೇರಿ ಜಿಲ್ಲಾಡಳಿತ ಭವನದಲ್ಲಿ ಶುಕ್ರವಾರ ನಡೆದ ಸಭೆಯಲ್ಲಿ ಜಿಲ್ಲಾಧಿಕಾರಿ ಡಾ.ವಿಜಯಮಹಾಂತೇಶ ದಾನಮ್ಮನವರ ಮಾತನಾಡಿದರು. xyxy=(395,945,568,966)
pocso-headline: ಪೋಕ್ಸೋ ತಡೆಗೆ ಜಾಗೃತಿ ಮೂಡಿಸಿ xyxy=(306,775,694,816)
fest-side-title: ಆಟೋ ಎಕ್ಸ್‌ಪೋಗೆ ಚಾಲನೆ xyxy=(625,463,704,474)
edition-name: ನಮ್ಮಹಾವೇರಿ xyxy=(882,7,946,25)
highway-photo xyxy=(151,1199,383,1327)
leopard-body-lead: ಮೋಟೆಬೆನ್ನೂರು: ರಾಷ್ಟ್ರೀಯ ಹೆದ್ದಾರಿ-48ರಲ್ಲಿ ಶುಕ್ರವಾರ ತಡರಾತ್ರಿ ಅಪರಿಚಿತ ವಾಹನ ಡಿಕ್ಕಿ ಹೊಡೆದು ಚಿರತೆಯೊಂದು ಸ್ಥಳದಲ್ಲೇ ಮೃತಪಟ್ಟಿರುವ ಘಟನೆ ನಡೆದಿದೆ. ಅರಣ್ಯ ಪ್ರದೇಶದಿಂದ ಆಹಾರ ಅರಸಿ ಬಂದ ಚಿರತೆ ಹೆದ್ದಾರಿ ದಾಟುವ ವೇಳೆ ವೇಗವಾಗಿ ಬಂದ ವಾಹನ ಡಿಕ್ಕಿ ಹೊಡೆದಿರಬಹುದು ಎಂದು ಶಂಕಿಸಲಾಗಿದೆ. ಅಧಿಕಾರಿಗಳ ಭೇಟಿ: ಘಟನೆ ಮಾಹಿತಿ ತಿಳಿಯುತ್ತಿದ್ದಂತೆ ಅರಣ್ಯ ಇಲಾಖೆ ಅಧಿಕಾರಿಗಳು ಸ್ಥಳಕ್ಕೆ ಭೇಟಿ ನೀಡಿ ಮಹಜರು ನಡೆಸಿದರು. ಪಶುವೈದ್ಯರಿಂದ ಮರಣೋತ್ತರ ಪರೀಕ್ಷೆ ನಡೆಸಿ ಅಂತ್ಯಸಂಸ್ಕಾರ ನೆರವೇರಿಸಲಾಯಿತು. xyxy=(28,1216,143,1359)
fine-article xyxy=(745,730,976,1155)
chariot-caption: ಶಿರಸಿ ತಾಲೂಕಿನ ಸೋಮಸಾಗರದ ದುರ್ಗಾದೇವಿ ರಥೋತ್ಸವ ವಿಜೃಂಭಣೆಯಿಂದ ಜರುಗಿತು. xyxy=(28,1097,102,1126)
bsf-article xyxy=(610,50,976,395)
funeral-photo xyxy=(742,73,976,223)
lead-caption: ಹುಬ್ಬಳ್ಳಿಯ ಕರ್ನಾಟಕ ವಾಣಿಜ್ಯೋದ್ಯಮ ಸಂಸ್ಥೆಯಲ್ಲಿ ಶನಿವಾರ ನಡೆದ ಇನ್‌ಕಾಮೆಕ್ಸ್-26 ಸಮಾವೇಶದ ಪೂರ್ವಭಾವಿ ಸಭೆಯಲ್ಲಿ ಶಾಸಕ ಮಹೇಶ ಟೆಂಗಿನಕಾಯಿ ಮಾತನಾಡಿದರು. xyxy=(176,238,449,258)
fine-body: ಹಾವೇರಿ: 'ಮನರೇಗಾ ಯೋಜನೆಯಡಿ ತಾಲೂಕಿನ ಕನವಳ್ಳಿ ಗ್ರಾಮ ಪಂಚಾಯಿತಿ ವ್ಯಾಪ್ತಿಯಲ್ಲಿ ನಡೆದ ಕಾಮಗಾರಿಗಳಲ್ಲಿ ಅವ್ಯವಹಾರ ನಡೆದಿರುವುದು ಸಾಮಾಜಿಕ ಲೆಕ್ಕಪರಿಶೋಧನೆಯಲ್ಲಿ ಸಾಬೀತಾಗಿದ್ದು, 6.97 ಲಕ್ಷ ರೂ. ದಂಡ ವಿಧಿಸಲಾಗಿದೆ' ಎಂದು ರೈತ ಸಂಘದ ಎಂ.ಎನ್.ನಾಯಕ ಹೇಳಿದರು. 'ಇದು ನಮ್ಮ ಹೋರಾಟಕ್ಕೆ ಸಿಕ್ಕ ಜಯವಾಗಿದೆ. ತಪ್ಪಿತಸ್ಥರ ವಿರುದ್ಧ ಕ್ರಮ ಕೈಗೊಳ್ಳಬೇಕು' ಎಂದು ಒತ್ತಾಯಿಸಿದರು. xyxy=(745,797,976,874)
meeting-hall-photo xyxy=(395,821,615,941)
registration-marks xyxy=(590,1502,631,1510)
bsf-body-side: ಕೋಲ್ಕತ್ತಾದಲ್ಲಿ ಕರ್ತವ್ಯ ನಿರ್ವಹಿಸುತ್ತಿದ್ದ ವೇಳೆ ಅಕಾಲಿಕ ಮರಣ ಹೊಂದಿದ ತಾಲೂಕಿನ ಶಿರೂರ ಗ್ರಾಮದ ಬಿಎಸ್‌ಎಫ್ ಯೋಧ ಸಂತೋಷ ರಾಮಪ್ಪ ಹೊಸಪ್ಪನವರ (38) ಅವರ ಅಂತಿಮ ಸಂಸ್ಕಾರವನ್ನು ಗ್ರಾಮದಲ್ಲಿ ಶುಕ್ರವಾರ ರಾತ್ರಿ xyxy=(666,89,734,187)
children-photo xyxy=(28,433,218,558)
facebook-icon xyxy=(256,12,265,21)
fest-article xyxy=(295,405,745,720)
